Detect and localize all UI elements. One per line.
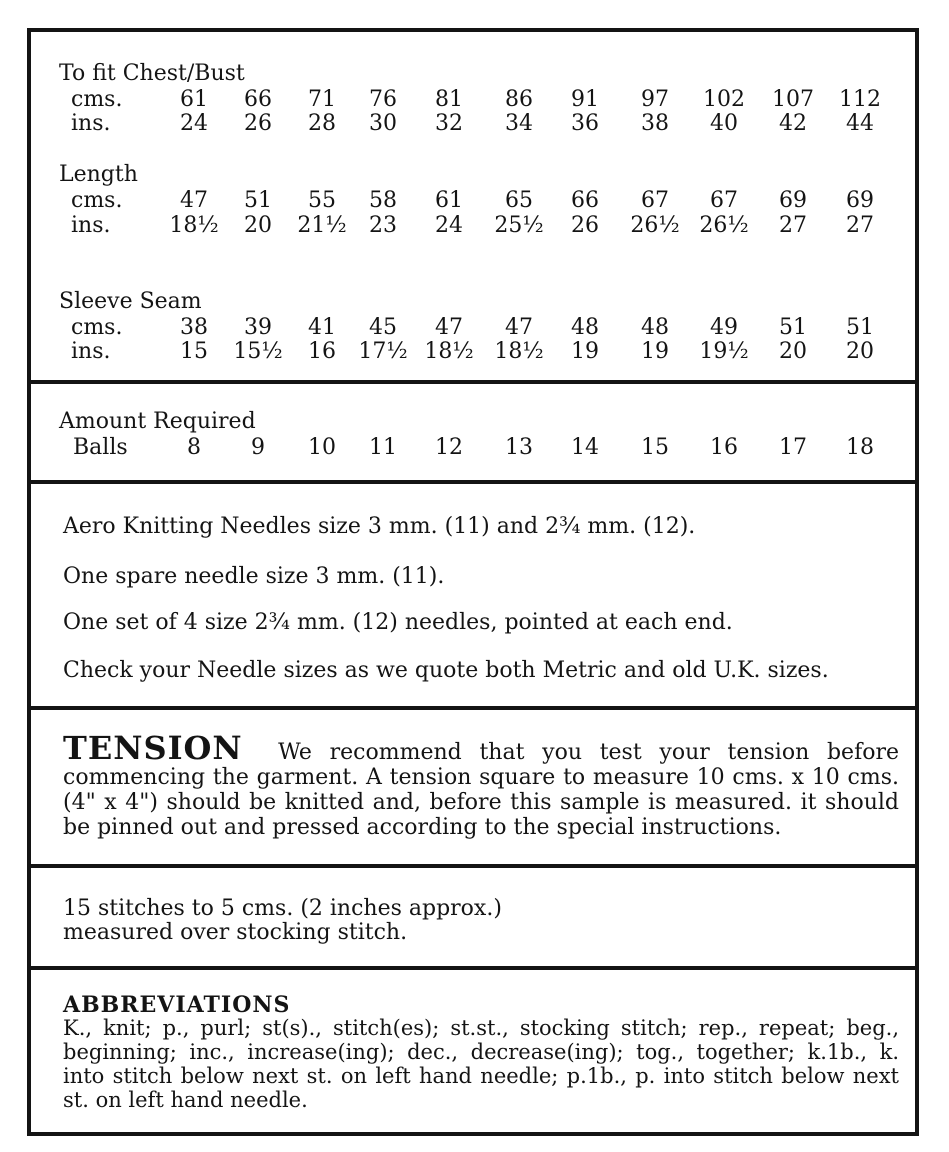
size-value-cell: 45 [369,315,397,340]
size-value-cell: 61 [435,188,463,213]
size-value-cell: 61 [180,87,208,112]
length-heading: Length [59,162,138,187]
abbreviations-text: K., knit; p., purl; st(s)., stitch(es); st.st., stocking stitch; rep., repeat; beg., beginning; inc., increase(ing); dec., decrease(ing); tog., together; k.1b., k. into stitch below next st. on left hand needle; p.1b., p. into stitch below next st. on left hand needle. [63,1016,899,1112]
size-value-cell: 39 [244,315,272,340]
size-value-cell: 38 [641,111,669,136]
gauge-section [31,868,915,968]
sizes-section [31,32,915,380]
size-value-cell: 20 [846,339,874,364]
size-value-cell: 14 [571,435,599,460]
tension-paragraph [63,729,899,840]
size-value-cell: 26 [571,213,599,238]
size-value-cell: 28 [308,111,336,136]
size-value-cell: 17 [779,435,807,460]
size-value-cell: 69 [779,188,807,213]
size-value-cell: 47 [435,315,463,340]
size-value-cell: 21½ [297,213,347,238]
size-value-cell: 27 [846,213,874,238]
size-value-cell: 24 [435,213,463,238]
size-value-cell: 102 [703,87,745,112]
size-value-cell: 51 [846,315,874,340]
size-value-cell: 69 [846,188,874,213]
size-value-cell: 58 [369,188,397,213]
amount-section [31,384,915,480]
size-value-cell: 44 [846,111,874,136]
size-value-cell: 8 [187,435,201,460]
size-value-cell: 97 [641,87,669,112]
abbreviations-section [31,970,915,1136]
tension-text: We recommend that you test your tension before commencing the garment. A tension square to measure 10 cms. x 10 cms. (4" x 4") should be knitted and, before this sample is measured. it should be pinned out and pressed according to the special instructions. [63,740,899,840]
size-value-cell: 36 [571,111,599,136]
size-value-cell: 67 [641,188,669,213]
needles-section [31,484,915,706]
size-value-cell: 16 [710,435,738,460]
size-value-cell: 81 [435,87,463,112]
tension-section [31,710,915,864]
chest-heading: To fit Chest/Bust [59,61,245,86]
size-value-cell: 48 [641,315,669,340]
spare-needle-line: One spare needle size 3 mm. (11). [63,564,445,589]
size-value-cell: 47 [180,188,208,213]
size-value-cell: 26 [244,111,272,136]
size-value-cell: 16 [308,339,336,364]
size-value-cell: 19 [571,339,599,364]
size-value-cell: 15½ [233,339,283,364]
needles-line: Aero Knitting Needles size 3 mm. (11) and 2¾ mm. (12). [63,514,696,539]
size-value-cell: 40 [710,111,738,136]
size-value-cell: 30 [369,111,397,136]
size-value-cell: 18½ [424,339,474,364]
size-value-cell: 42 [779,111,807,136]
size-value-cell: 10 [308,435,336,460]
size-value-cell: 91 [571,87,599,112]
pattern-info-frame [27,28,919,1136]
size-value-cell: 32 [435,111,463,136]
size-value-cell: 26½ [699,213,749,238]
size-value-cell: 71 [308,87,336,112]
size-value-cell: 41 [308,315,336,340]
size-value-cell: 19½ [699,339,749,364]
size-value-cell: 19 [641,339,669,364]
sleeve-heading: Sleeve Seam [59,289,202,314]
gauge-line: 15 stitches to 5 cms. (2 inches approx.) [63,896,502,921]
size-value-cell: 48 [571,315,599,340]
set-needles-line: One set of 4 size 2¾ mm. (12) needles, pointed at each end. [63,610,733,635]
size-value-cell: 38 [180,315,208,340]
chest-cms-label: cms. [71,87,123,112]
size-value-cell: 23 [369,213,397,238]
size-value-cell: 51 [779,315,807,340]
size-value-cell: 26½ [630,213,680,238]
size-value-cell: 51 [244,188,272,213]
sleeve-ins-label: ins. [71,339,111,364]
size-value-cell: 47 [505,315,533,340]
size-value-cell: 66 [571,188,599,213]
size-value-cell: 112 [839,87,881,112]
check-sizes-line: Check your Needle sizes as we quote both Metric and old U.K. sizes. [63,658,829,683]
size-value-cell: 13 [505,435,533,460]
size-value-cell: 55 [308,188,336,213]
size-value-cell: 67 [710,188,738,213]
size-value-cell: 18½ [169,213,219,238]
size-value-cell: 107 [772,87,814,112]
size-value-cell: 66 [244,87,272,112]
abbreviations-title: ABBREVIATIONS [63,992,291,1018]
length-ins-label: ins. [71,213,111,238]
size-value-cell: 86 [505,87,533,112]
size-value-cell: 49 [710,315,738,340]
size-value-cell: 12 [435,435,463,460]
chest-ins-label: ins. [71,111,111,136]
size-value-cell: 24 [180,111,208,136]
amount-heading: Amount Required [59,409,256,434]
size-value-cell: 18½ [494,339,544,364]
gauge-note: measured over stocking stitch. [63,920,408,945]
size-value-cell: 76 [369,87,397,112]
balls-label: Balls [73,435,128,460]
length-cms-label: cms. [71,188,123,213]
tension-title: TENSION [63,729,243,767]
size-value-cell: 34 [505,111,533,136]
size-value-cell: 20 [779,339,807,364]
sleeve-cms-label: cms. [71,315,123,340]
size-value-cell: 15 [180,339,208,364]
size-value-cell: 18 [846,435,874,460]
size-value-cell: 17½ [358,339,408,364]
size-value-cell: 65 [505,188,533,213]
size-value-cell: 25½ [494,213,544,238]
size-value-cell: 20 [244,213,272,238]
size-value-cell: 11 [369,435,397,460]
size-value-cell: 15 [641,435,669,460]
size-value-cell: 9 [251,435,265,460]
size-value-cell: 27 [779,213,807,238]
